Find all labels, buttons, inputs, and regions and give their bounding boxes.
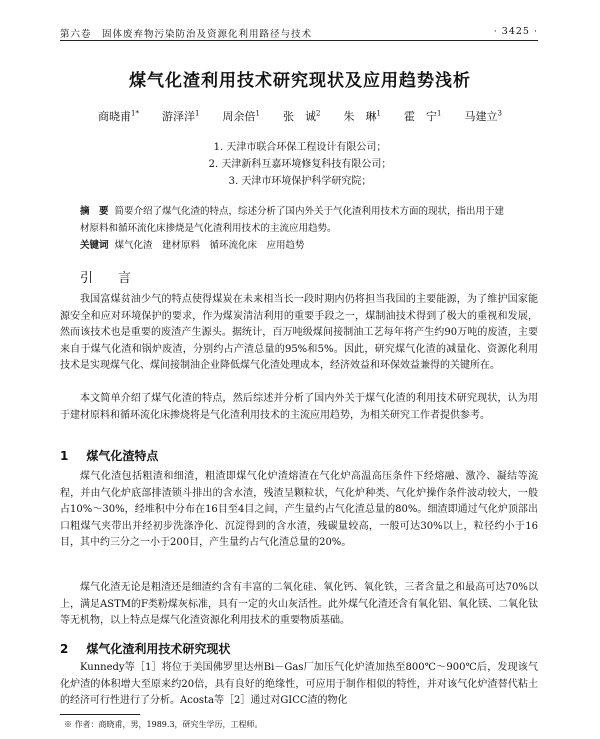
body-paragraph: 煤气化渣包括粗渣和细渣，粗渣即煤气化炉渣熔渣在气化炉高温高压条件下经熔融、激冷、凝结等流程，并由气化炉底部排渣锁斗排出的含水渣，残渣呈颗粒状，气化炉种类、气化炉操作条件波动较大，一般占10%～30%，经堆积中分布在16目至4目之间，产生量约占气化渣总量的80%。细渣即通过气化炉顶部出口粗煤气夹带出并经初步洗涤净化、沉淀得到的含水渣，残碳量较高，一般可达30%以上，粒径约小于16目，其中约三分之一小于200目，产生量约占气化渣总量的20%。 (60, 471, 538, 548)
intro-heading: 引 言 (80, 271, 138, 286)
keywords-text: 煤气化渣 建材原料 循环流化床 应用趋势 (114, 240, 305, 251)
footnote: ※ 作者：商晓甫，男，1989.3，研究生学历，工程师。 (64, 720, 263, 729)
abstract-label: 摘 要 (80, 206, 109, 217)
author-list (98, 108, 502, 124)
section-number: 2 (60, 642, 69, 656)
author: 朱 琳$^1$ (343, 109, 381, 123)
abstract-text: 简要介绍了煤气化渣的特点，综述分析了国内外关于气化渣利用技术方面的现状，指出用于建材原料和循环流化床掺烧是气化渣利用技术的主流应用趋势。 (80, 206, 505, 234)
body-paragraph: 煤气化渣无论是粗渣还是细渣约含有丰富的二氧化硅、氧化钙、氧化铁，三者含量之和最高可达70%以上，满足ASTM的F类粉煤灰标准，具有一定的火山灰活性。此外煤气化渣还含有氧化铝、氧化镁、二氧化钛等无机物，以上特点是煤气化渣资源化利用技术的重要物质基础。 (60, 582, 538, 626)
author: 商晓甫$^{1*}$ (98, 109, 139, 123)
author: 张 诚$^2$ (283, 109, 321, 123)
affiliation: 1. 天津市联合环保工程设计有限公司； (213, 142, 387, 153)
keywords-label: 关键词 (80, 240, 109, 251)
affiliation: 3. 天津市环境保护科学研究院； (228, 176, 372, 187)
running-header (60, 26, 538, 40)
body-paragraph: 我国富煤贫油少气的特点使得煤炭在未来相当长一段时期内仍将担当我国的主要能源，为了维护国家能源安全和应对环境保护的要求，作为煤炭清洁利用的重要手段之一，煤制油技术得到了极大的重视和发展，然而该技术也是重要的废渣产生源头。据统计，百万吨级煤间接制油工艺每年将产生约90万吨的废渣，主要来自于煤气化渣和锅炉废渣，分别约占产渣总量的95%和5%。因此，研究煤气化渣的减量化、资源化利用技术是实现煤气化、煤间接制油企业降低煤气化渣处理成本，经济效益和环保效益兼得的关键所在。 (60, 294, 538, 371)
section-title: 煤气化渣特点 (86, 449, 159, 463)
section-title: 煤气化渣利用技术研究现状 (86, 642, 231, 656)
author: 霍 宁$^1$ (404, 109, 442, 123)
keywords (80, 237, 510, 251)
section-heading (60, 447, 158, 464)
body-paragraph: 本文简单介绍了煤气化渣的特点，然后综述并分析了国内外关于煤气化渣的利用技术研究现状，认为用于建材原料和循环流化床掺烧将是气化渣利用技术的主流应用趋势，为相关研究工作者提供参考。 (60, 393, 538, 421)
header-rule (60, 40, 538, 41)
section-heading (60, 640, 230, 657)
author: 周余倍$^1$ (222, 109, 260, 123)
paper-title: 煤气化渣利用技术研究现状及应用趋势浅析 (129, 71, 471, 91)
abstract (80, 203, 510, 237)
author: 马建立$^3$ (464, 109, 502, 123)
header-journal-title: 第六卷 固体废弃物污染防治及资源化利用路径与技术 (60, 29, 313, 40)
affiliation: 2. 天津新科互嘉环境修复科技有限公司； (208, 159, 392, 170)
author: 游泽洋$^1$ (162, 109, 200, 123)
footnote-rule (60, 714, 140, 715)
body-paragraph: Kunnedy等［1］将位于美国佛罗里达州Bi－Gas厂加压气化炉渣加热至800℃～900℃后，发现该气化炉渣的体积增大至原来约20倍，具有良好的绝缘性，可应用于制作相似的特性，并对该气化炉渣替代粘土的经济可行性进行了分析。Acosta等［2］通过对GICC渣的物化 (60, 662, 538, 706)
section-number: 1 (60, 449, 69, 463)
header-page-number: · 3425 · (493, 26, 538, 37)
